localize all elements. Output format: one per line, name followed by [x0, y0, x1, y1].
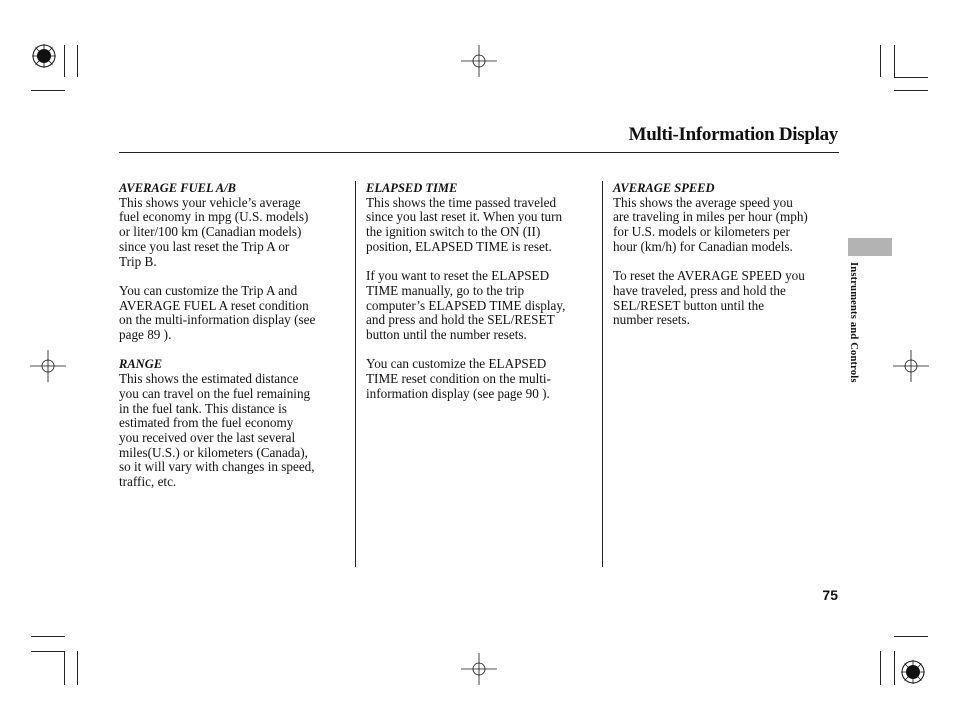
text-line: fuel economy in mpg (U.S. models): [119, 209, 309, 225]
column-3: [613, 181, 845, 343]
text-line: This shows the estimated distance: [119, 371, 299, 387]
text-line: If you want to reset the ELAPSED: [366, 268, 550, 284]
text-line: hour (km/h) for Canadian models.: [613, 238, 793, 254]
page-title: Multi-Information Display: [628, 124, 838, 145]
text-line: since you last reset it. When you turn: [366, 209, 563, 225]
paragraph: [119, 284, 351, 343]
text-line: the ignition switch to the ON (II): [366, 224, 541, 240]
page-reference-link[interactable]: page 89 ).: [119, 327, 172, 343]
text-line: You can customize the Trip A and: [119, 282, 298, 298]
section-tab: [848, 238, 892, 256]
column-1: [119, 181, 351, 504]
registration-target-icon: [31, 43, 57, 69]
section-label: Instruments and Controls: [848, 262, 859, 383]
text-line: you received over the last several: [119, 429, 296, 445]
text-line: for U.S. models or kilometers per: [613, 224, 790, 240]
paragraph: [613, 269, 845, 328]
section-heading: AVERAGE FUEL A/B: [119, 181, 236, 195]
text-line: estimated from the fuel economy: [119, 415, 294, 431]
page-reference-link[interactable]: information display (see page 90 ).: [366, 385, 550, 401]
text-line: you can travel on the fuel remaining: [119, 385, 311, 401]
text-line: computer’s ELAPSED TIME display,: [366, 297, 566, 313]
column-2: [366, 181, 598, 416]
page-number: 75: [822, 587, 838, 603]
text-line: TIME manually, go to the trip: [366, 282, 525, 298]
column-divider: [355, 181, 356, 567]
text-line: and press and hold the SEL/RESET: [366, 312, 555, 328]
registration-target-icon: [900, 659, 926, 685]
crosshair-icon: [461, 653, 497, 685]
text-line: This shows the time passed traveled: [366, 194, 557, 210]
text-line: in the fuel tank. This distance is: [119, 400, 287, 416]
text-line: SEL/RESET button until the: [613, 297, 765, 313]
text-line: since you last reset the Trip A or: [119, 238, 290, 254]
column-divider: [602, 181, 603, 567]
text-line: This shows your vehicle’s average: [119, 194, 301, 210]
text-line: You can customize the ELAPSED: [366, 356, 547, 372]
paragraph: [119, 196, 351, 270]
paragraph: [366, 196, 598, 255]
text-line: This shows the average speed you: [613, 194, 793, 210]
crosshair-icon: [30, 350, 66, 382]
text-line: so it will vary with changes in speed,: [119, 459, 315, 475]
text-line: AVERAGE FUEL A reset condition: [119, 297, 309, 313]
paragraph: [119, 372, 351, 490]
text-line: traffic, etc.: [119, 474, 177, 490]
section-heading: RANGE: [119, 357, 163, 372]
crosshair-icon: [461, 45, 497, 77]
text-line: position, ELAPSED TIME is reset.: [366, 238, 552, 254]
text-line: miles(U.S.) or kilometers (Canada),: [119, 444, 308, 460]
text-line: To reset the AVERAGE SPEED you: [613, 268, 805, 284]
text-line: TIME reset condition on the multi-: [366, 371, 551, 387]
title-rule: [119, 152, 839, 153]
paragraph: [366, 357, 598, 401]
paragraph: [366, 269, 598, 343]
text-line: Trip B.: [119, 253, 157, 269]
text-line: are traveling in miles per hour (mph): [613, 209, 808, 225]
paragraph: [613, 196, 845, 255]
text-line: on the multi-information display (see: [119, 312, 316, 328]
text-line: number resets.: [613, 312, 690, 328]
text-line: or liter/100 km (Canadian models): [119, 224, 302, 240]
crosshair-icon: [893, 350, 929, 382]
section-heading: ELAPSED TIME: [366, 181, 458, 195]
text-line: have traveled, press and hold the: [613, 282, 786, 298]
text-line: button until the number resets.: [366, 327, 527, 343]
section-heading: AVERAGE SPEED: [613, 181, 715, 195]
